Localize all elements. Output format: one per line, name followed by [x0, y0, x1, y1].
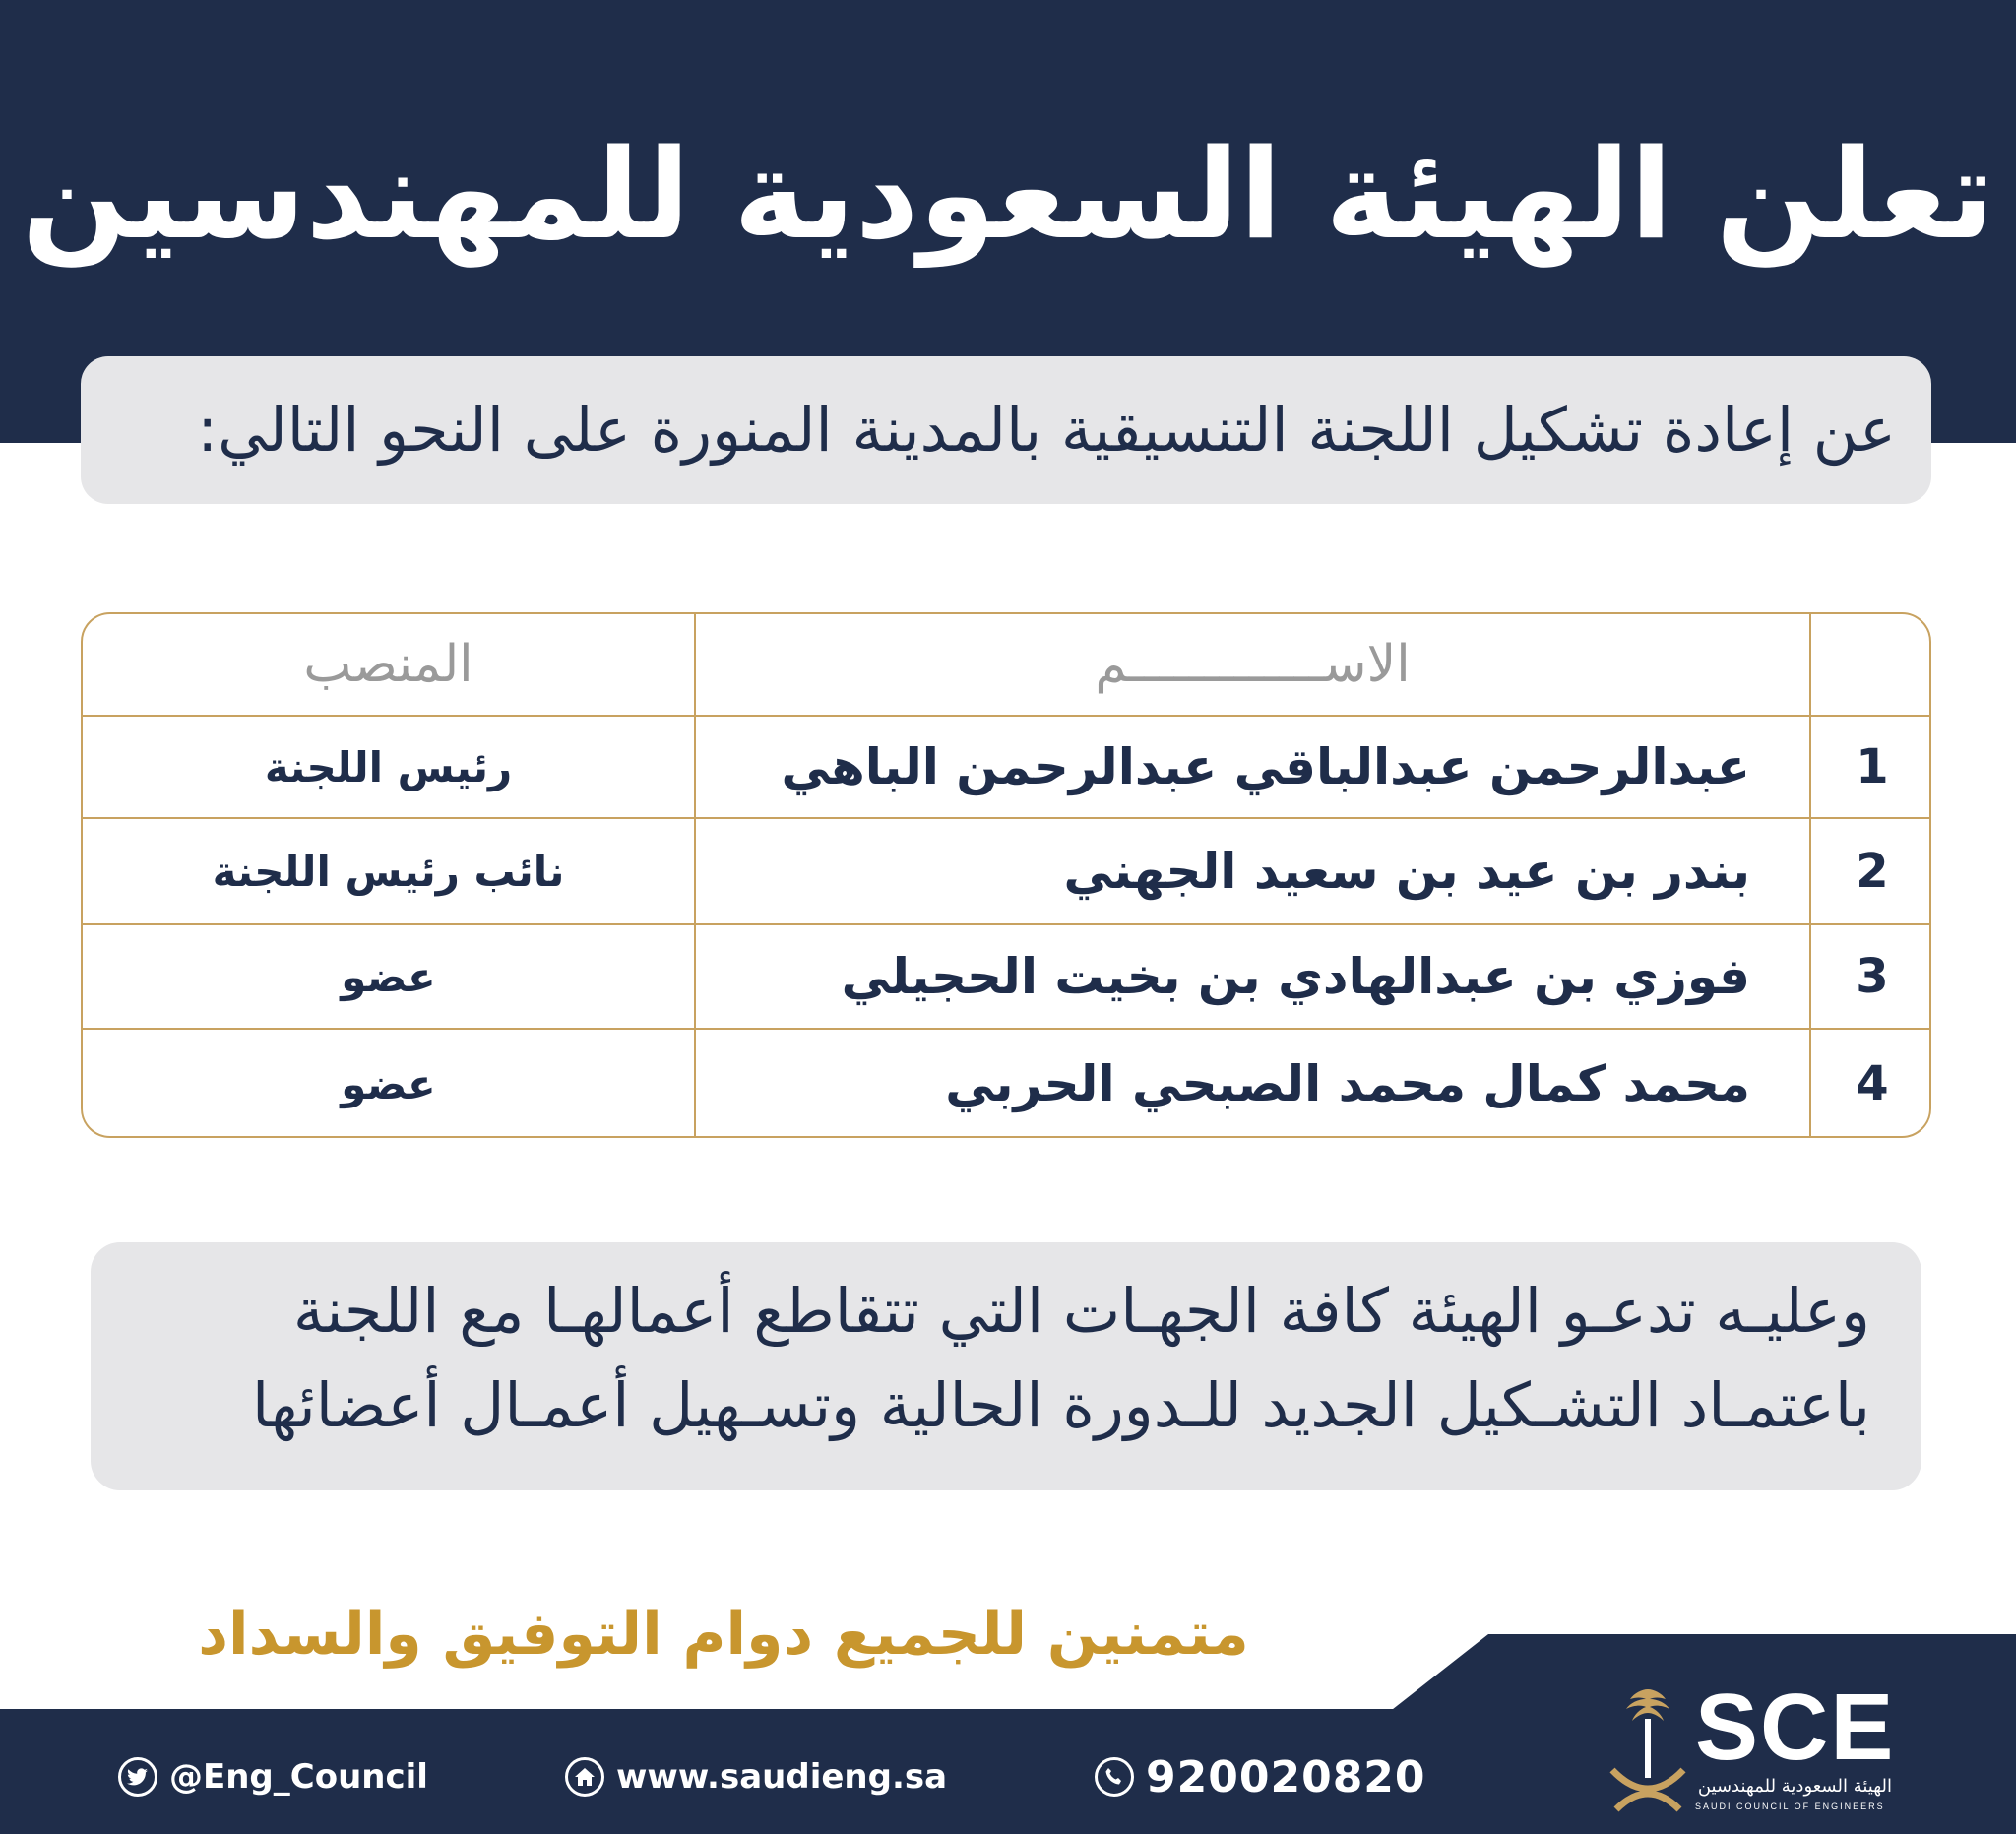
- members-table: [81, 612, 1931, 1138]
- website-url: www.saudieng.sa: [616, 1757, 948, 1797]
- page-title: تعلن الهيئة السعودية للمهندسين: [21, 122, 1995, 267]
- intro-text: عن إعادة تشكيل اللجنة التنسيقية بالمدينة المنورة على النحو التالي:: [197, 394, 1896, 466]
- row-number: 4: [1856, 1056, 1889, 1111]
- member-position: رئيس اللجنة: [264, 742, 513, 791]
- header-position: المنصب: [303, 635, 473, 694]
- member-position: عضو: [341, 1059, 436, 1108]
- logo-letters: SCE: [1695, 1675, 1896, 1780]
- closing-panel: [91, 1242, 1922, 1490]
- row-number: 3: [1856, 949, 1889, 1004]
- member-name: فوزي بن عبدالهادي بن بخيت الحجيلي: [841, 948, 1750, 1005]
- member-name: محمد كمال محمد الصبحي الحربي: [945, 1055, 1750, 1112]
- phone-contact[interactable]: [1095, 1752, 1426, 1802]
- sce-logo: [1605, 1674, 1900, 1831]
- palm-swords-emblem: [1605, 1679, 1691, 1817]
- closing-line-2: باعتمـاد التشـكيل الجديد للـدورة الحالية وتسـهيل أعمـال أعضائها: [251, 1369, 1870, 1441]
- twitter-contact[interactable]: [118, 1752, 428, 1802]
- website-contact[interactable]: [565, 1752, 947, 1802]
- closing-wish: متمنين للجميع دوام التوفيق والسداد: [198, 1600, 1249, 1669]
- member-name: عبدالرحمن عبدالباقي عبدالرحمن الباهي: [781, 738, 1750, 795]
- header-name: الاســـــــــــــم: [1095, 635, 1411, 694]
- closing-line-1: وعليـه تدعـو الهيئة كافة الجهـات التي تتقاطع أعمالهـا مع اللجنة: [292, 1275, 1870, 1347]
- member-position: عضو: [341, 952, 436, 1001]
- intro-panel: [81, 356, 1931, 504]
- logo-english-name: SAUDI COUNCIL OF ENGINEERS: [1695, 1802, 1885, 1811]
- twitter-handle: @Eng_Council: [169, 1757, 428, 1797]
- home-icon: [565, 1757, 604, 1797]
- phone-icon: [1095, 1757, 1134, 1797]
- twitter-icon: [118, 1757, 158, 1797]
- member-name: بندر بن عيد بن سعيد الجهني: [1063, 843, 1750, 900]
- row-number: 1: [1856, 739, 1889, 794]
- phone-number: 920020820: [1146, 1751, 1426, 1802]
- logo-arabic-name: الهيئة السعودية للمهندسين: [1697, 1776, 1892, 1797]
- row-number: 2: [1856, 844, 1889, 899]
- member-position: نائب رئيس اللجنة: [212, 847, 565, 896]
